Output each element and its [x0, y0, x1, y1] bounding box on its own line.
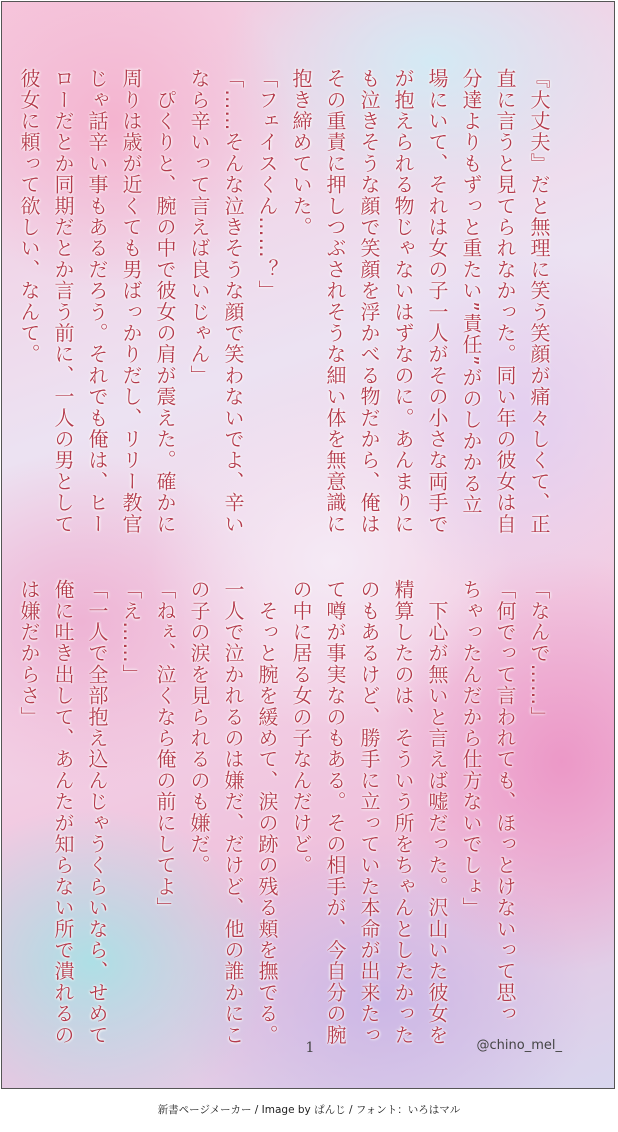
- text-line: なら辛いって言えば良いじゃん」: [187, 68, 211, 386]
- text-line: 「フェイスくん……？」: [255, 68, 279, 302]
- text-line: 場にいて、それは女の子一人がその小さな両手で: [425, 68, 449, 535]
- text-line: 抱き締めていた。: [289, 68, 313, 238]
- text-line: が抱えられる物じゃないはずなのに。あんまりに: [391, 68, 415, 535]
- text-line: 精算したのは、そういう所をちゃんとしたかった: [391, 579, 415, 1046]
- text-line: じゃ話辛い事もあるだろう。それでも俺は、ヒー: [85, 68, 109, 535]
- text-line: 分達よりもずっと重たい”責任”がのしかかる立: [459, 68, 483, 516]
- text-line: 彼女に頼って欲しい、なんて。: [17, 68, 41, 365]
- text-line: の子の涙を見られるのも嫌だ。: [187, 579, 211, 876]
- novel-page: [1, 1, 615, 1089]
- top-text-block: [12, 68, 556, 535]
- page-number: 1: [305, 1040, 315, 1056]
- text-line: ローだとか同期だとか言う前に、一人の男として: [51, 68, 75, 535]
- author-handle: @chino_mel_: [476, 1038, 562, 1053]
- text-line: 「ねぇ、泣くなら俺の前にしてよ」: [153, 579, 177, 919]
- text-line: ぴくりと、腕の中で彼女の肩が震えた。確かに: [153, 68, 177, 535]
- text-line: て噂が事実なのもある。その相手が、今自分の腕: [323, 579, 347, 1046]
- text-line: 『大丈夫』だと無理に笑う笑顔が痛々しくて、正: [527, 68, 551, 535]
- footer-credit: 新書ページメーカー / Image by ぱんじ / フォント：いろはマル: [157, 1104, 461, 1116]
- text-line: 周りは歳が近くても男ばっかりだし、リリー教官: [119, 68, 143, 535]
- text-line: も泣きそうな顔で笑顔を浮かべる物だから、俺は: [357, 68, 381, 535]
- text-line: 「……そんな泣きそうな顔で笑わないでよ、辛い: [221, 68, 245, 535]
- text-line: 「何でって言われても、ほっとけないって思っ: [493, 579, 517, 1025]
- text-line: 「なんで……」: [527, 579, 551, 728]
- text-line: の中に居る女の子なんだけど。: [289, 579, 313, 876]
- text-line: 俺に吐き出して、あんたが知らない所で潰れるの: [51, 579, 75, 1046]
- text-line: ちゃったんだから仕方ないでしょ」: [459, 579, 483, 919]
- text-line: 「一人で全部抱え込んじゃうくらいなら、せめて: [85, 579, 109, 1046]
- text-line: のもあるけど、勝手に立っていた本命が出来たっ: [357, 579, 381, 1046]
- text-line: そっと腕を緩めて、涙の跡の残る頬を撫でる。: [255, 579, 279, 1046]
- bottom-text-block: [12, 579, 556, 1046]
- text-line: 直に言うと見てられなかった。同い年の彼女は自: [493, 68, 517, 535]
- text-line: 一人で泣かれるのは嫌だ、だけど、他の誰かにこ: [221, 579, 245, 1046]
- text-line: は嫌だからさ」: [17, 579, 41, 728]
- text-line: 下心が無いと言えば嘘だった。沢山いた彼女を: [425, 579, 449, 1046]
- text-line: その重責に押しつぶされそうな細い体を無意識に: [323, 68, 347, 535]
- text-line: 「え……」: [119, 579, 143, 685]
